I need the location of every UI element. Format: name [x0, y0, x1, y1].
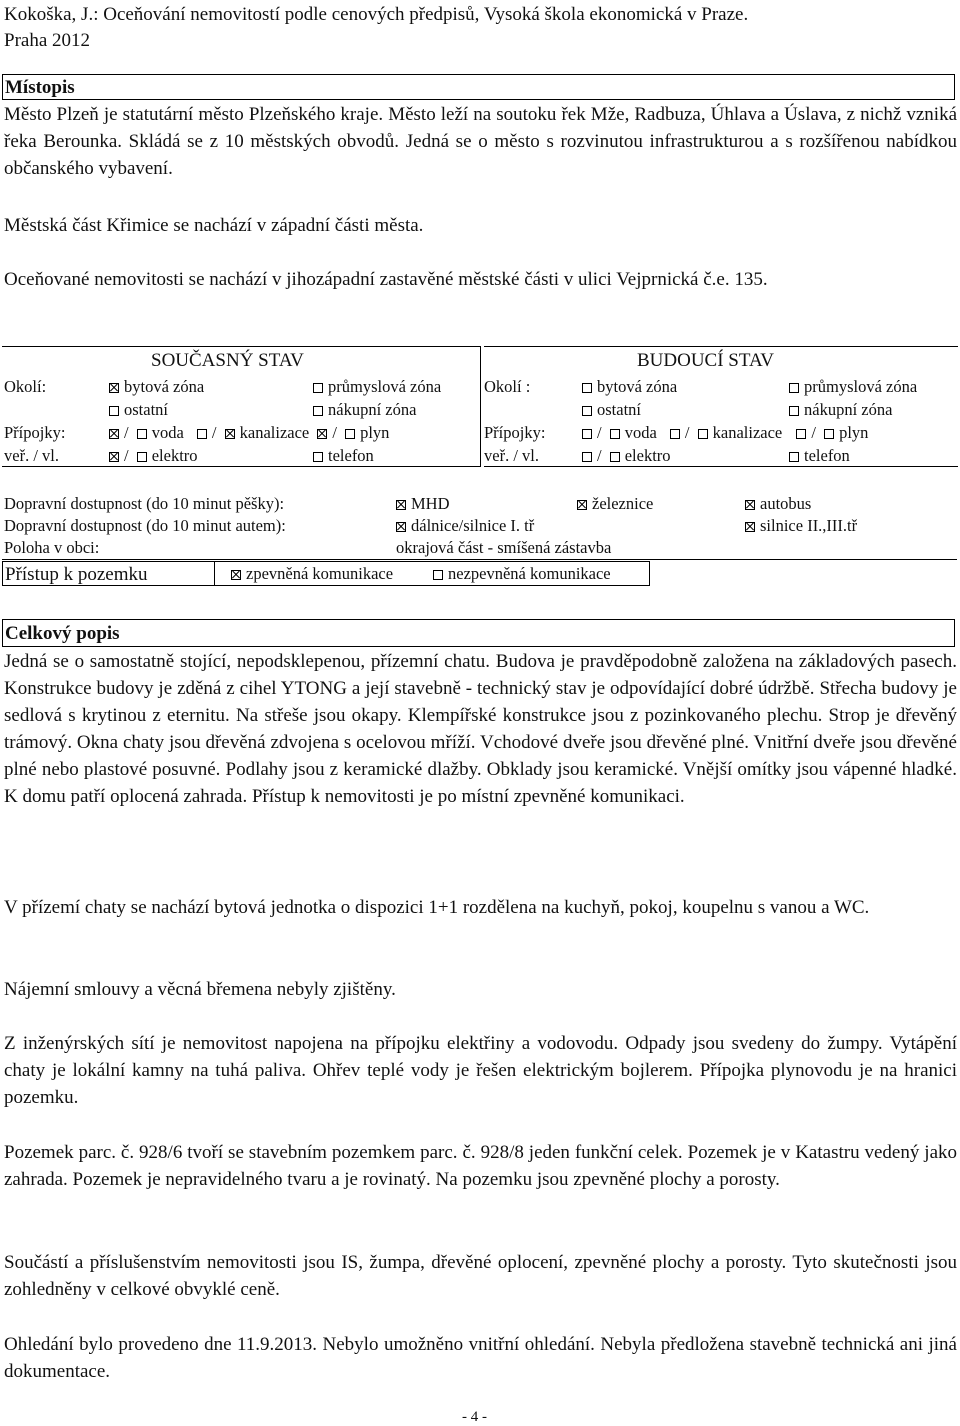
- empty-box-icon: [582, 383, 592, 393]
- checked-box-icon: [109, 429, 119, 439]
- mistopis-paragraph-1: Město Plzeň je statutární město Plzeňského kraje. Město leží na soutoku řek Mže, Radbuza, Úhlava a Úslava, z nichž vzniká řeka Berounka. Skládá se z 10 městských obvodů. Jedná se o město s rozvinutou infrastrukturou a s rozšířenou nabídkou občanského vybavení.: [4, 104, 957, 179]
- elektro-label: elektro: [624, 446, 671, 465]
- mistopis-paragraph-3: Oceňované nemovitosti se nachází v jihozápadní zastavěné městské části v ulici Vejprnická č.e. 135.: [4, 269, 768, 290]
- header-line-1: Kokoška, J.: Oceňování nemovitostí podle cenových předpisů, Vysoká škola ekonomická v Praze.: [4, 4, 749, 25]
- checked-box-icon: [396, 522, 406, 532]
- current-pripojky-row: [109, 423, 389, 443]
- checked-box-icon: [745, 500, 755, 510]
- poloha-label: Poloha v obci:: [4, 538, 100, 557]
- divider: [2, 346, 480, 347]
- ostatni-label: ostatní: [124, 400, 168, 419]
- bytova-zona-label: bytová zóna: [124, 377, 205, 396]
- checked-box-icon: [225, 429, 235, 439]
- empty-box-icon: [796, 429, 806, 439]
- future-ostatni: [582, 400, 641, 420]
- future-elektro-row: [582, 446, 671, 466]
- bytova-zona-label: bytová zóna: [597, 377, 678, 396]
- pripojky-label: Přípojky:: [4, 423, 66, 442]
- empty-box-icon: [789, 383, 799, 393]
- checked-box-icon: [745, 522, 755, 532]
- empty-box-icon: [433, 570, 443, 580]
- popis-paragraph-4: Z inženýrských sítí je nemovitost napojena na přípojku elektřiny a vodovodu. Odpady jsou svedeny do žumpy. Vytápění chaty je lokální kamny na tuhá paliva. Ohřev teplé vody je řešen elektrickým bojlerem. Přípojka plynovodu je na hranici pozemku.: [4, 1033, 957, 1108]
- checked-box-icon: [396, 500, 406, 510]
- elektro-label: elektro: [151, 446, 198, 465]
- empty-box-icon: [109, 406, 119, 416]
- slash-label: /: [332, 423, 337, 442]
- empty-box-icon: [789, 406, 799, 416]
- slash-label: /: [597, 423, 602, 442]
- okoli-label: Okolí:: [4, 377, 47, 396]
- empty-box-icon: [610, 429, 620, 439]
- page-number: - 4 -: [462, 1409, 487, 1425]
- mistopis-title: Místopis: [2, 74, 955, 100]
- zeleznice-option: [577, 494, 653, 514]
- divider: [480, 346, 481, 467]
- plyn-label: plyn: [839, 423, 869, 442]
- doprava-autem-label: Dopravní dostupnost (do 10 minut autem):: [4, 516, 286, 535]
- current-state-title: SOUČASNÝ STAV: [151, 350, 304, 371]
- current-telefon: [313, 446, 374, 466]
- future-nakupni-zona: [789, 400, 892, 420]
- empty-box-icon: [582, 452, 592, 462]
- mhd-label: MHD: [411, 494, 450, 513]
- slash-label: /: [597, 446, 602, 465]
- doprava-pesky-label: Dopravní dostupnost (do 10 minut pěšky):: [4, 494, 285, 513]
- empty-box-icon: [313, 383, 323, 393]
- popis-paragraph-3: Nájemní smlouvy a věcná břemena nebyly zjištěny.: [4, 979, 396, 1000]
- silnice-option: [745, 516, 857, 536]
- header-line-2: Praha 2012: [4, 30, 91, 51]
- popis-title: Celkový popis: [2, 619, 955, 647]
- dalnice-option: [396, 516, 534, 536]
- nakupni-zona-label: nákupní zóna: [328, 400, 417, 419]
- popis-paragraph-6: Součástí a příslušenstvím nemovitosti jsou IS, žumpa, dřevěné oplocení, zpevněné plochy a porosty. Tyto skutečnosti jsou zohledněny v celkové obvyklé ceně.: [4, 1252, 957, 1300]
- poloha-value: okrajová část - smíšená zástavba: [396, 538, 612, 557]
- dalnice-label: dálnice/silnice I. tř: [411, 516, 535, 535]
- checked-box-icon: [109, 383, 119, 393]
- ver-vl-label: veř. / vl.: [4, 446, 59, 465]
- empty-box-icon: [670, 429, 680, 439]
- future-ver-vl-label: veř. / vl.: [484, 446, 539, 465]
- empty-box-icon: [345, 429, 355, 439]
- slash-label: /: [811, 423, 816, 442]
- nezpevnena-option: [433, 564, 611, 584]
- autobus-label: autobus: [760, 494, 812, 513]
- current-elektro-row: [109, 446, 198, 466]
- future-bytova-zona: [582, 377, 677, 397]
- future-state-title: BUDOUCÍ STAV: [637, 350, 774, 371]
- empty-box-icon: [137, 452, 147, 462]
- empty-box-icon: [610, 452, 620, 462]
- checked-box-icon: [231, 570, 241, 580]
- checked-box-icon: [317, 429, 327, 439]
- voda-label: voda: [624, 423, 657, 442]
- telefon-label: telefon: [328, 446, 374, 465]
- empty-box-icon: [582, 429, 592, 439]
- prumyslova-zona-label: průmyslová zóna: [804, 377, 918, 396]
- autobus-option: [745, 494, 811, 514]
- divider: [484, 466, 958, 467]
- mhd-option: [396, 494, 450, 514]
- plyn-label: plyn: [360, 423, 390, 442]
- empty-box-icon: [824, 429, 834, 439]
- voda-label: voda: [151, 423, 184, 442]
- slash-label: /: [124, 423, 129, 442]
- divider: [484, 346, 958, 347]
- empty-box-icon: [789, 452, 799, 462]
- divider: [2, 559, 957, 560]
- slash-label: /: [211, 423, 217, 442]
- nezpevnena-label: nezpevněná komunikace: [448, 564, 611, 583]
- empty-box-icon: [313, 452, 323, 462]
- current-ostatni: [109, 400, 168, 420]
- pristup-label: Přístup k pozemku: [2, 561, 215, 586]
- future-okoli-label: Okolí :: [484, 377, 531, 396]
- mistopis-paragraph-2: Městská část Křimice se nachází v západní části města.: [4, 215, 424, 236]
- zeleznice-label: železnice: [592, 494, 654, 513]
- slash-label: /: [124, 446, 129, 465]
- document-header: [4, 2, 748, 54]
- popis-paragraph-5: Pozemek parc. č. 928/6 tvoří se stavebním pozemkem parc. č. 928/8 jeden funkční celek. Pozemek je v Katastru vedený jako zahrada. Pozemek je nepravidelného tvaru a je rovinatý. Na pozemku jsou zpevněné plochy a porosty.: [4, 1142, 957, 1190]
- future-prumyslova-zona: [789, 377, 917, 397]
- popis-paragraph-1: Jedná se o samostatně stojící, nepodsklepenou, přízemní chatu. Budova je pravděpodobně založena na základových pasech. Konstrukce budovy je zděná z cihel YTONG a její stavebně - technický stav je odpovídající dobré údržbě. Střecha budovy je sedlová s krytinou z eternitu. Na střeše jsou okapy. Klempířské konstrukce jsou z pozinkovaného plechu. Strop je dřevěný trámový. Okna chaty jsou dřevěná zdvojena s ocelovou mříží. Vchodové dveře jsou dřevěné plné. Vnitřní dveře jsou dřevěné plné nebo plastové posuvné. Podlahy jsou z keramické dlažby. Obklady jsou keramické. Vnější omítky jsou vápenné hladké. K domu patří oplocená zahrada. Přístup k nemovitosti je po místní zpevněné komunikaci.: [4, 651, 957, 807]
- checked-box-icon: [109, 452, 119, 462]
- kanalizace-label: kanalizace: [712, 423, 783, 442]
- popis-paragraph-7: Ohledání bylo provedeno dne 11.9.2013. Nebylo umožněno vnitřní ohledání. Nebyla předložena stavebně technická ani jiná dokumentace.: [4, 1334, 957, 1382]
- current-bytova-zona: [109, 377, 204, 397]
- silnice-label: silnice II.,III.tř: [760, 516, 858, 535]
- prumyslova-zona-label: průmyslová zóna: [328, 377, 442, 396]
- checked-box-icon: [577, 500, 587, 510]
- empty-box-icon: [137, 429, 147, 439]
- zpevnena-option: [231, 564, 393, 584]
- slash-label: /: [684, 423, 690, 442]
- future-telefon: [789, 446, 850, 466]
- future-pripojky-row: [582, 423, 868, 443]
- future-pripojky-label: Přípojky:: [484, 423, 546, 442]
- empty-box-icon: [582, 406, 592, 416]
- ostatni-label: ostatní: [597, 400, 641, 419]
- telefon-label: telefon: [804, 446, 850, 465]
- current-nakupni-zona: [313, 400, 416, 420]
- divider: [2, 466, 480, 467]
- empty-box-icon: [313, 406, 323, 416]
- current-prumyslova-zona: [313, 377, 441, 397]
- popis-paragraph-2: V přízemí chaty se nachází bytová jednotka o dispozici 1+1 rozdělena na kuchyň, pokoj, koupelnu s vanou a WC.: [4, 897, 870, 918]
- nakupni-zona-label: nákupní zóna: [804, 400, 893, 419]
- zpevnena-label: zpevněná komunikace: [246, 564, 394, 583]
- kanalizace-label: kanalizace: [239, 423, 310, 442]
- empty-box-icon: [197, 429, 207, 439]
- empty-box-icon: [698, 429, 708, 439]
